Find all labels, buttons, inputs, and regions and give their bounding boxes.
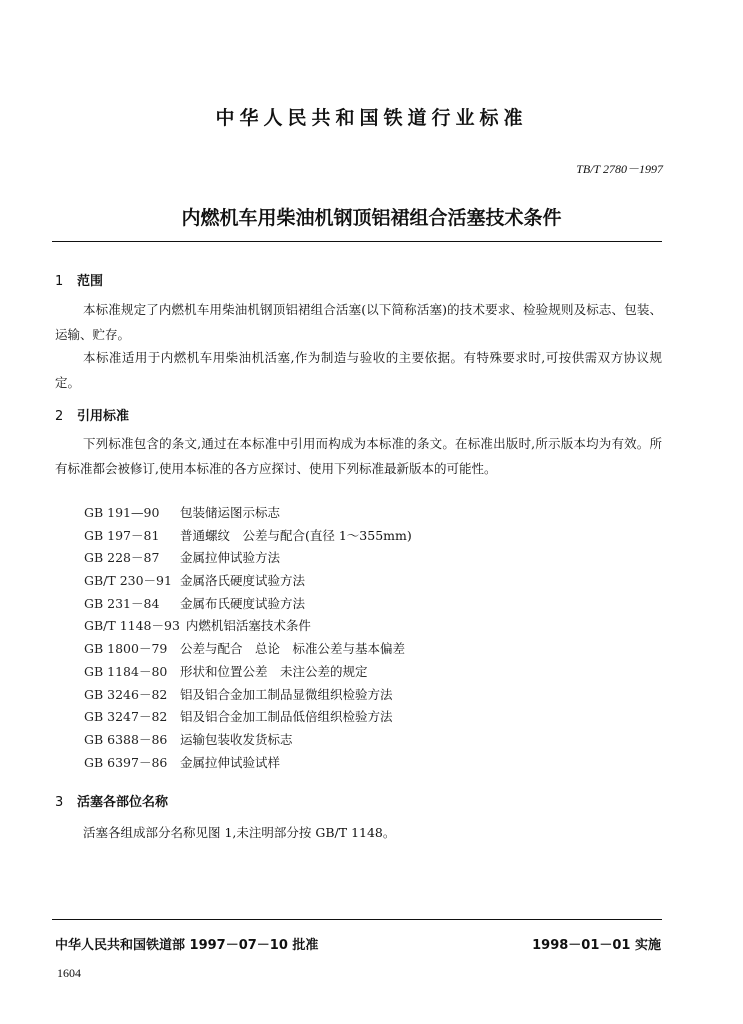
reference-name: 铝及铝合金加工制品显微组织检验方法 [180,686,393,702]
approval-statement: 中华人民共和国铁道部 1997－07－10 批准 [55,938,319,953]
scope-paragraph-1: 本标准规定了内燃机车用柴油机钢顶铝裙组合活塞(以下简称活塞)的技术要求、检验规则及标志、包装、运输、贮存。 [55,302,662,342]
list-item [84,661,412,684]
section-heading-part-names [55,791,168,810]
list-item [84,615,412,638]
reference-name: 运输包装收发货标志 [180,731,293,747]
reference-code: GB 3247－82 [84,709,168,725]
reference-code: GB 197－81 [84,527,160,543]
page-number: 1604 [57,966,81,980]
reference-name: 铝及铝合金加工制品低倍组织检验方法 [180,709,393,725]
list-item [84,638,412,661]
list-item [84,570,412,593]
section-number: 1 [55,274,64,289]
reference-list [84,502,412,774]
scope-paragraph-2: 本标准适用于内燃机车用柴油机活塞,作为制造与验收的主要依据。有特殊要求时,可按供需双方协议规定。 [55,350,662,390]
reference-code: GB 6397－86 [84,754,168,770]
reference-name: 内燃机铝活塞技术条件 [185,618,311,634]
reference-name: 金属拉伸试验试样 [180,754,281,770]
section-number: 3 [55,795,64,810]
reference-name: 公差与配合 总论 标准公差与基本偏差 [180,641,406,657]
reference-code: GB 228－87 [84,550,160,566]
part-names-paragraph: 活塞各组成部分名称见图 1,未注明部分按 GB/T 1148。 [83,825,396,840]
reference-name: 普通螺纹 公差与配合(直径 1～355mm) [180,527,412,543]
reference-code: GB 1800－79 [84,641,168,657]
list-item [84,729,412,752]
effective-date: 1998－01－01 实施 [532,938,661,953]
reference-code: GB/T 1148－93 [84,618,180,634]
industry-standard-heading: 中华人民共和国铁道行业标准 [215,107,528,129]
list-item [84,593,412,616]
references-paragraph: 下列标准包含的条文,通过在本标准中引用而构成为本标准的条文。在标准出版时,所示版本均为有效。所有标准都会被修订,使用本标准的各方应探讨、使用下列标准最新版本的可能性。 [55,436,662,476]
footer-divider [52,919,662,920]
section-title: 范围 [77,274,104,289]
list-item [84,706,412,729]
reference-code: GB 231－84 [84,595,160,611]
document-title: 内燃机车用柴油机钢顶铝裙组合活塞技术条件 [181,207,562,229]
reference-name: 包装储运图示标志 [180,505,281,520]
section-heading-references [55,405,129,424]
list-item [84,525,412,548]
reference-code: GB 3246－82 [84,686,168,702]
reference-name: 金属布氏硬度试验方法 [180,595,306,611]
reference-name: 形状和位置公差 未注公差的规定 [180,663,368,679]
section-number: 2 [55,409,64,424]
section-heading-scope [55,270,103,289]
reference-code: GB/T 230－91 [84,573,172,589]
list-item [84,684,412,707]
standard-number: TB/T 2780－1997 [576,162,663,176]
reference-code: GB 1184－80 [84,663,168,679]
reference-name: 金属洛氏硬度试验方法 [180,573,306,589]
title-divider [52,241,662,242]
section-title: 活塞各部位名称 [77,795,169,810]
reference-code: GB 6388－86 [84,731,168,747]
list-item [84,547,412,570]
section-title: 引用标准 [77,409,130,424]
list-item [84,752,412,775]
reference-code: GB 191—90 [84,505,160,520]
reference-name: 金属拉伸试验方法 [180,550,281,566]
list-item [84,502,412,525]
